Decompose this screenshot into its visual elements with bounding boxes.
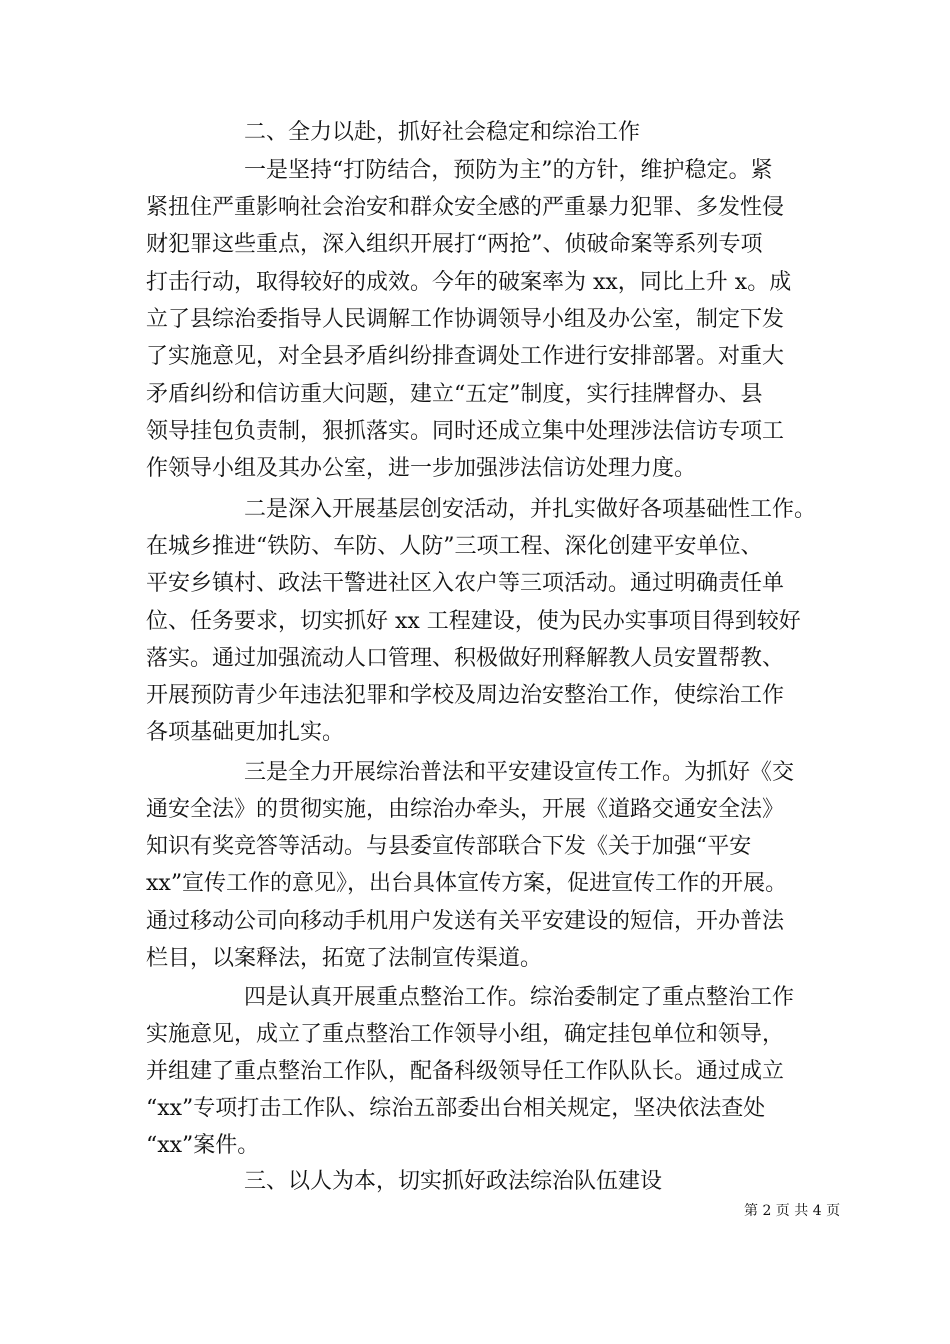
- paragraph-line: 平安乡镇村、政法干警进社区入农户等三项活动。通过明确责任单: [146, 571, 785, 596]
- paragraph-line: 位、任务要求，切实抓好 xx 工程建设，使为民办实事项目得到较好: [146, 609, 801, 634]
- paragraph-line: 作领导小组及其办公室，进一步加强涉法信访处理力度。: [146, 456, 697, 481]
- section-heading: 三、以人为本，切实抓好政法综治队伍建设: [244, 1169, 663, 1194]
- paragraph-line: 落实。通过加强流动人口管理、积极做好刑释解教人员安置帮教、: [146, 646, 785, 671]
- paragraph-line: 一是坚持“打防结合，预防为主”的方针，维护稳定。紧: [244, 158, 773, 183]
- paragraph-line: 实施意见，成立了重点整治工作领导小组，确定挂包单位和领导，: [146, 1022, 785, 1047]
- paragraph-line: xx”宣传工作的意见》，出台具体宣传方案，促进宣传工作的开展。: [146, 871, 788, 896]
- paragraph-line: 了实施意见，对全县矛盾纠纷排查调处工作进行安排部署。对重大: [146, 344, 785, 369]
- paragraph-line: 栏目，以案释法，拓宽了法制宣传渠道。: [146, 946, 543, 971]
- paragraph-line: 四是认真开展重点整治工作。综治委制定了重点整治工作: [244, 985, 795, 1010]
- paragraph-line: 二是深入开展基层创安活动，并扎实做好各项基础性工作。: [244, 497, 817, 522]
- paragraph-line: 领导挂包负责制，狠抓落实。同时还成立集中处理涉法信访专项工: [146, 419, 785, 444]
- section-heading: 二、全力以赴，抓好社会稳定和综治工作: [244, 120, 641, 145]
- paragraph-line: 三是全力开展综治普法和平安建设宣传工作。为抓好《交: [244, 760, 795, 785]
- paragraph-line: 通过移动公司向移动手机用户发送有关平安建设的短信，开办普法: [146, 909, 785, 934]
- paragraph-line: 紧扭住严重影响社会治安和群众安全感的严重暴力犯罪、多发性侵: [146, 195, 785, 220]
- paragraph-line: 各项基础更加扎实。: [146, 720, 345, 745]
- paragraph-line: 立了县综治委指导人民调解工作协调领导小组及办公室，制定下发: [146, 307, 785, 332]
- paragraph-line: 通安全法》的贯彻实施，由综治办牵头，开展《道路交通安全法》: [146, 797, 785, 822]
- paragraph-line: 开展预防青少年违法犯罪和学校及周边治安整治工作，使综治工作: [146, 683, 785, 708]
- paragraph-line: 在城乡推进“铁防、车防、人防”三项工程、深化创建平安单位、: [146, 534, 763, 559]
- paragraph-line: 知识有奖竞答等活动。与县委宣传部联合下发《关于加强“平安: [146, 834, 752, 859]
- paragraph-line: 矛盾纠纷和信访重大问题，建立“五定”制度，实行挂牌督办、县: [146, 382, 763, 407]
- paragraph-line: 打击行动，取得较好的成效。今年的破案率为 xx，同比上升 x。成: [146, 270, 792, 295]
- paragraph-line: 财犯罪这些重点，深入组织开展打“两抢”、侦破命案等系列专项: [146, 232, 763, 257]
- paragraph-line: 并组建了重点整治工作队，配备科级领导任工作队队长。通过成立: [146, 1059, 785, 1084]
- page-number: 第 2 页 共 4 页: [744, 1203, 841, 1219]
- paragraph-line: “xx”专项打击工作队、综治五部委出台相关规定，坚决依法查处: [146, 1096, 766, 1121]
- paragraph-line: “xx”案件。: [146, 1133, 260, 1158]
